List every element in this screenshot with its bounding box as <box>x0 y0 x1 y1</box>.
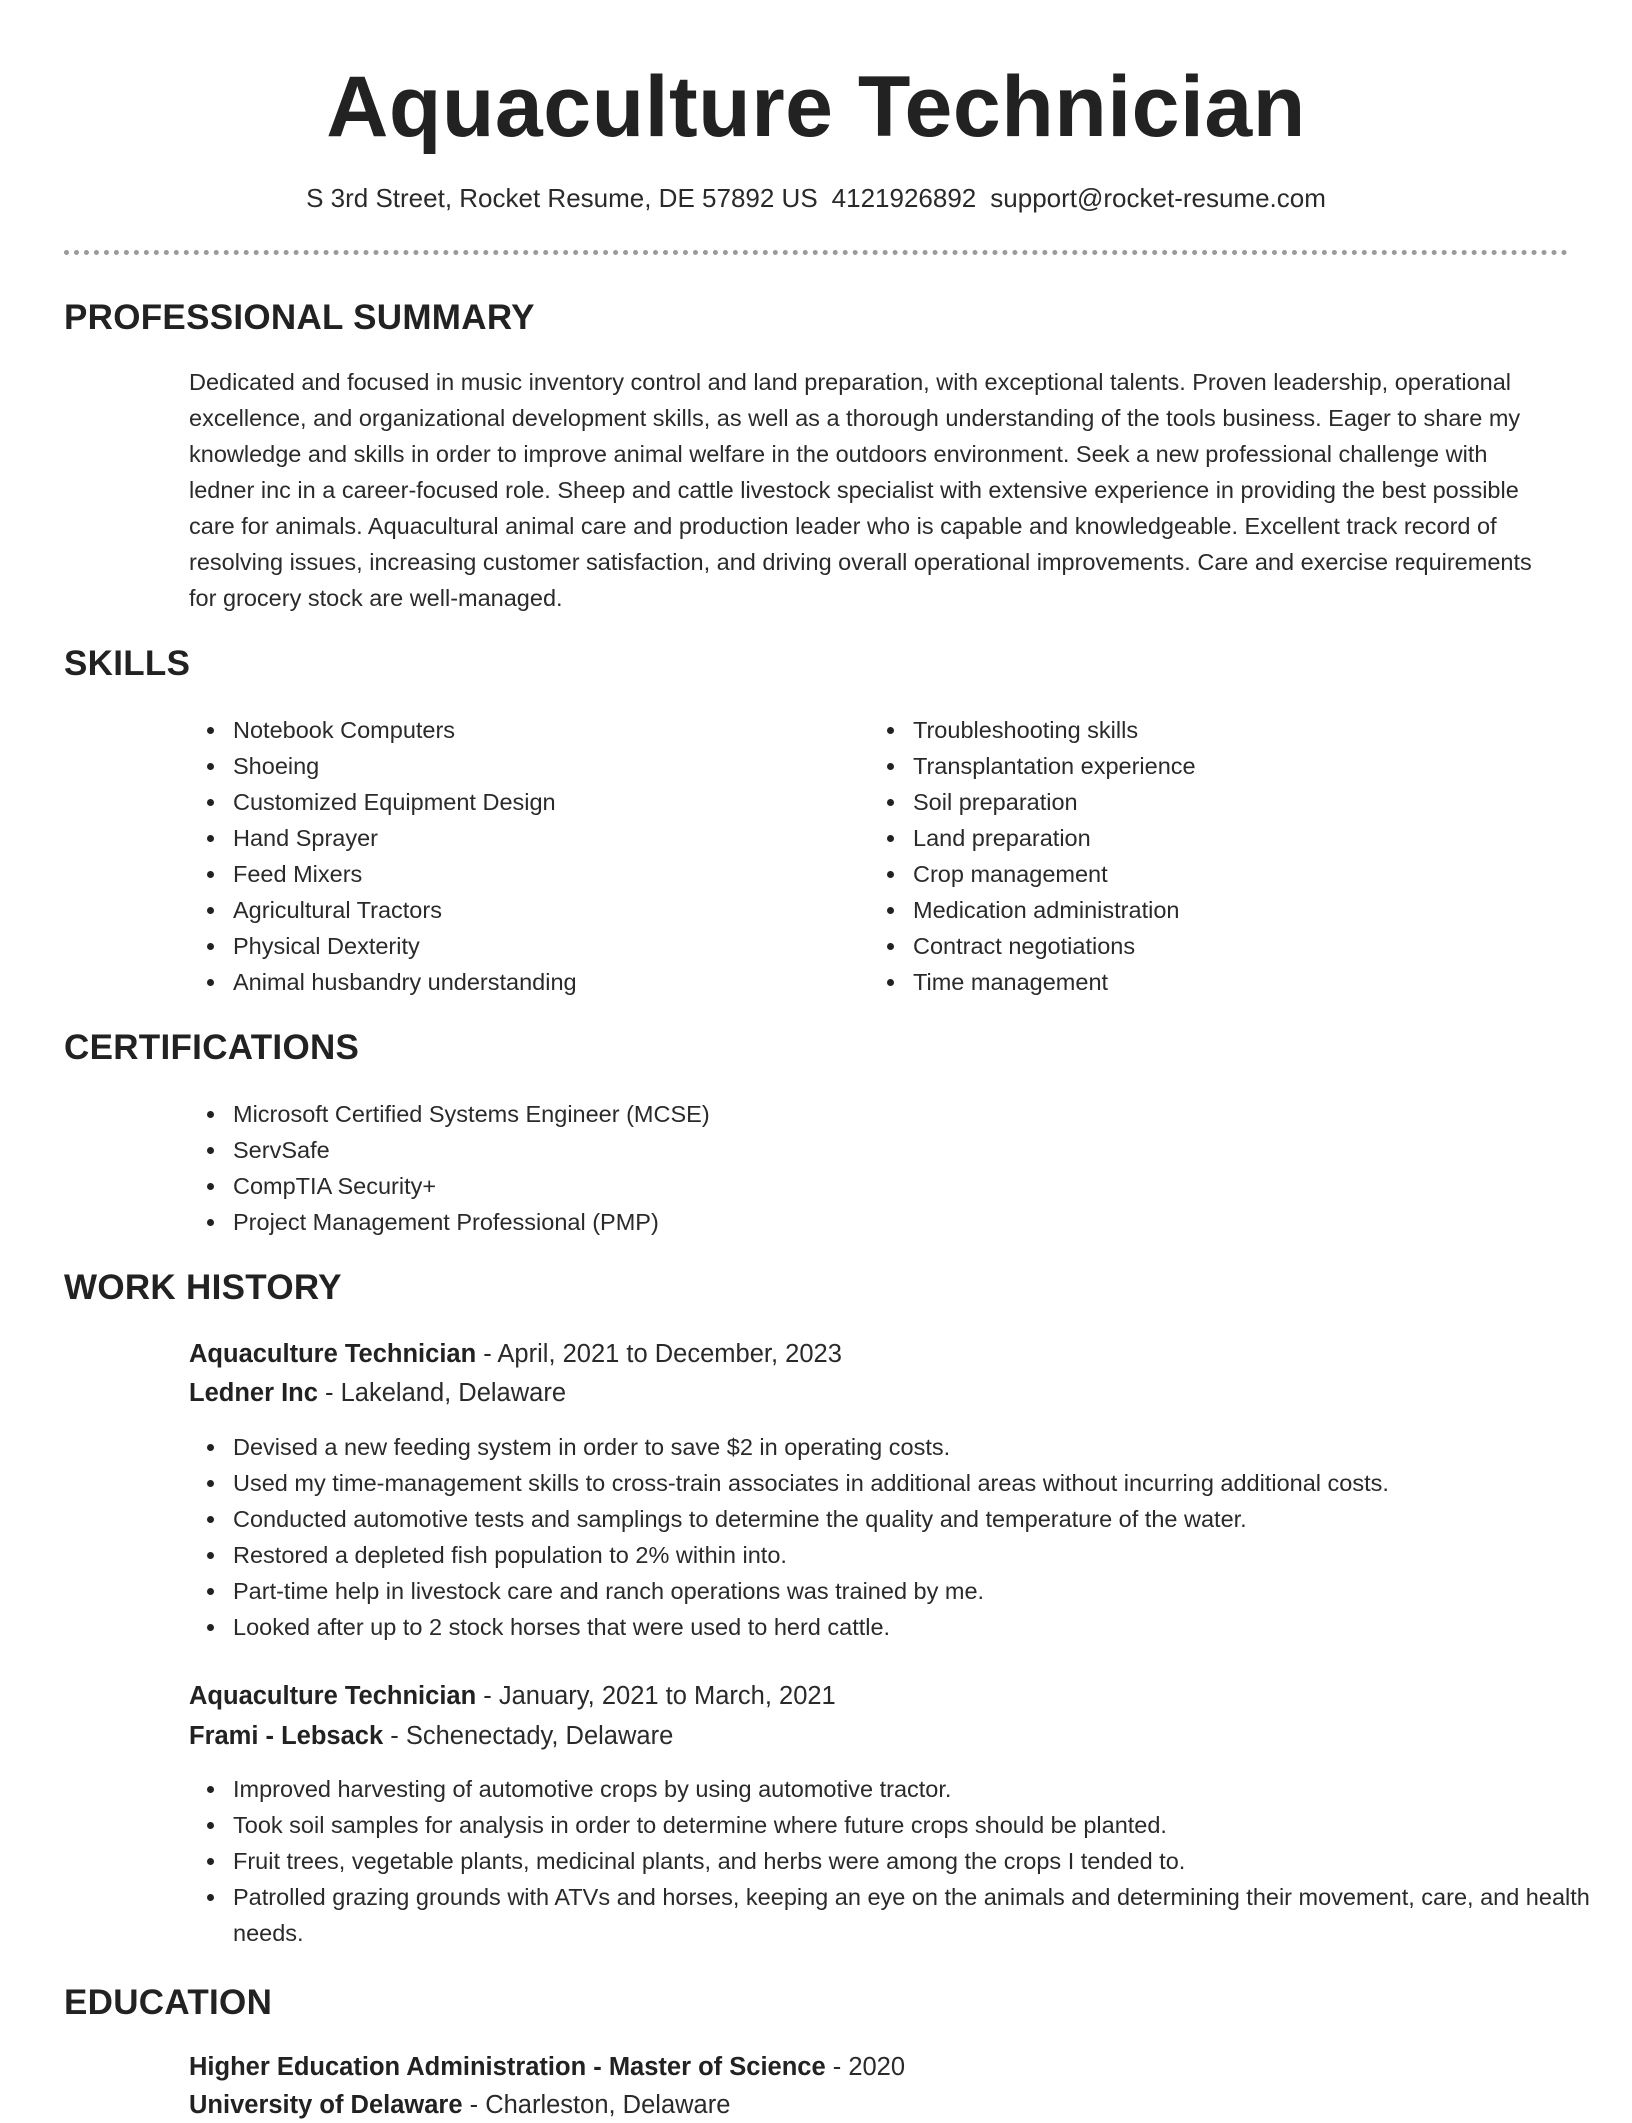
list-item: Conducted automotive tests and samplings to determine the quality and temperature of the water. <box>233 1501 1613 1537</box>
list-item: Transplantation experience <box>913 748 1533 784</box>
list-item: Time management <box>913 964 1533 1000</box>
list-item: Shoeing <box>233 748 853 784</box>
list-item: Animal husbandry understanding <box>233 964 853 1000</box>
job-bullets <box>189 1429 1613 1645</box>
company-name: Ledner Inc <box>189 1379 318 1407</box>
list-item: Contract negotiations <box>913 928 1533 964</box>
school-location: - Charleston, Delaware <box>462 2091 731 2119</box>
list-item: Microsoft Certified Systems Engineer (MCSE) <box>233 1096 1533 1132</box>
list-item: ServSafe <box>233 1132 1533 1168</box>
list-item: Used my time-management skills to cross-train associates in additional areas without incurring additional costs. <box>233 1465 1613 1501</box>
phone-text: 4121926892 <box>831 183 977 213</box>
list-item: Medication administration <box>913 892 1533 928</box>
list-item: Looked after up to 2 stock horses that were used to herd cattle. <box>233 1609 1613 1645</box>
list-item: Devised a new feeding system in order to save $2 in operating costs. <box>233 1429 1613 1465</box>
skills-list-left <box>189 712 853 1000</box>
list-item: Restored a depleted fish population to 2% within into. <box>233 1537 1613 1573</box>
list-item: Notebook Computers <box>233 712 853 748</box>
list-item: Patrolled grazing grounds with ATVs and horses, keeping an eye on the animals and determining their movement, care, and health needs. <box>233 1879 1613 1951</box>
job-dates: - April, 2021 to December, 2023 <box>476 1340 842 1368</box>
list-item: Crop management <box>913 856 1533 892</box>
job-bullets <box>189 1771 1613 1951</box>
job-dates: - January, 2021 to March, 2021 <box>476 1682 836 1710</box>
address-text: S 3rd Street, Rocket Resume, DE 57892 US <box>306 183 818 213</box>
list-item: Customized Equipment Design <box>233 784 853 820</box>
school-line <box>189 2087 730 2123</box>
summary-heading: PROFESSIONAL SUMMARY <box>64 298 535 337</box>
skills-heading: SKILLS <box>64 644 191 683</box>
list-item: Troubleshooting skills <box>913 712 1533 748</box>
resume-name: Aquaculture Technician <box>326 59 1306 155</box>
list-item: Feed Mixers <box>233 856 853 892</box>
school-name: University of Delaware <box>189 2091 463 2119</box>
list-item: CompTIA Security+ <box>233 1168 1533 1204</box>
certifications-list <box>189 1096 1533 1240</box>
contact-line <box>0 180 1632 216</box>
education-heading: EDUCATION <box>64 1983 273 2022</box>
list-item: Physical Dexterity <box>233 928 853 964</box>
list-item: Land preparation <box>913 820 1533 856</box>
job-title: Aquaculture Technician <box>189 1682 477 1710</box>
list-item: Agricultural Tractors <box>233 892 853 928</box>
degree-year: - 2020 <box>825 2053 906 2081</box>
email-text: support@rocket-resume.com <box>990 183 1326 213</box>
list-item: Project Management Professional (PMP) <box>233 1204 1533 1240</box>
skills-list-right <box>869 712 1533 1000</box>
list-item: Took soil samples for analysis in order to determine where future crops should be planted. <box>233 1807 1613 1843</box>
work-history-heading: WORK HISTORY <box>64 1268 342 1307</box>
company-line <box>189 1375 566 1411</box>
summary-text: Dedicated and focused in music inventory control and land preparation, with exceptional talents. Proven leadership, operational excellence, and organizational development skills, as well as a thorough understanding of the tools business. Eager to share my knowledge and skills in order to improve animal welfare in the outdoors environment. Seek a new professional challenge with ledner inc in a career-focused role. Sheep and cattle livestock specialist with extensive experience in providing the best possible care for animals. Aquacultural animal care and production leader who is capable and knowledgeable. Excellent track record of resolving issues, increasing customer satisfaction, and driving overall operational improvements. Care and exercise requirements for grocery stock are well-managed. <box>189 369 1532 611</box>
company-line <box>189 1718 673 1754</box>
list-item: Improved harvesting of automotive crops by using automotive tractor. <box>233 1771 1613 1807</box>
degree-name: Higher Education Administration - Master of Science <box>189 2053 826 2081</box>
job-title: Aquaculture Technician <box>189 1340 477 1368</box>
company-location: - Lakeland, Delaware <box>317 1379 567 1407</box>
company-location: - Schenectady, Delaware <box>383 1722 674 1750</box>
list-item: Fruit trees, vegetable plants, medicinal plants, and herbs were among the crops I tended to. <box>233 1843 1613 1879</box>
certifications-heading: CERTIFICATIONS <box>64 1028 360 1067</box>
list-item: Hand Sprayer <box>233 820 853 856</box>
job-title-line <box>189 1678 836 1714</box>
header-divider <box>64 250 1568 255</box>
job-title-line <box>189 1336 842 1372</box>
company-name: Frami - Lebsack <box>189 1722 384 1750</box>
list-item: Part-time help in livestock care and ranch operations was trained by me. <box>233 1573 1613 1609</box>
list-item: Soil preparation <box>913 784 1533 820</box>
degree-line <box>189 2049 905 2085</box>
